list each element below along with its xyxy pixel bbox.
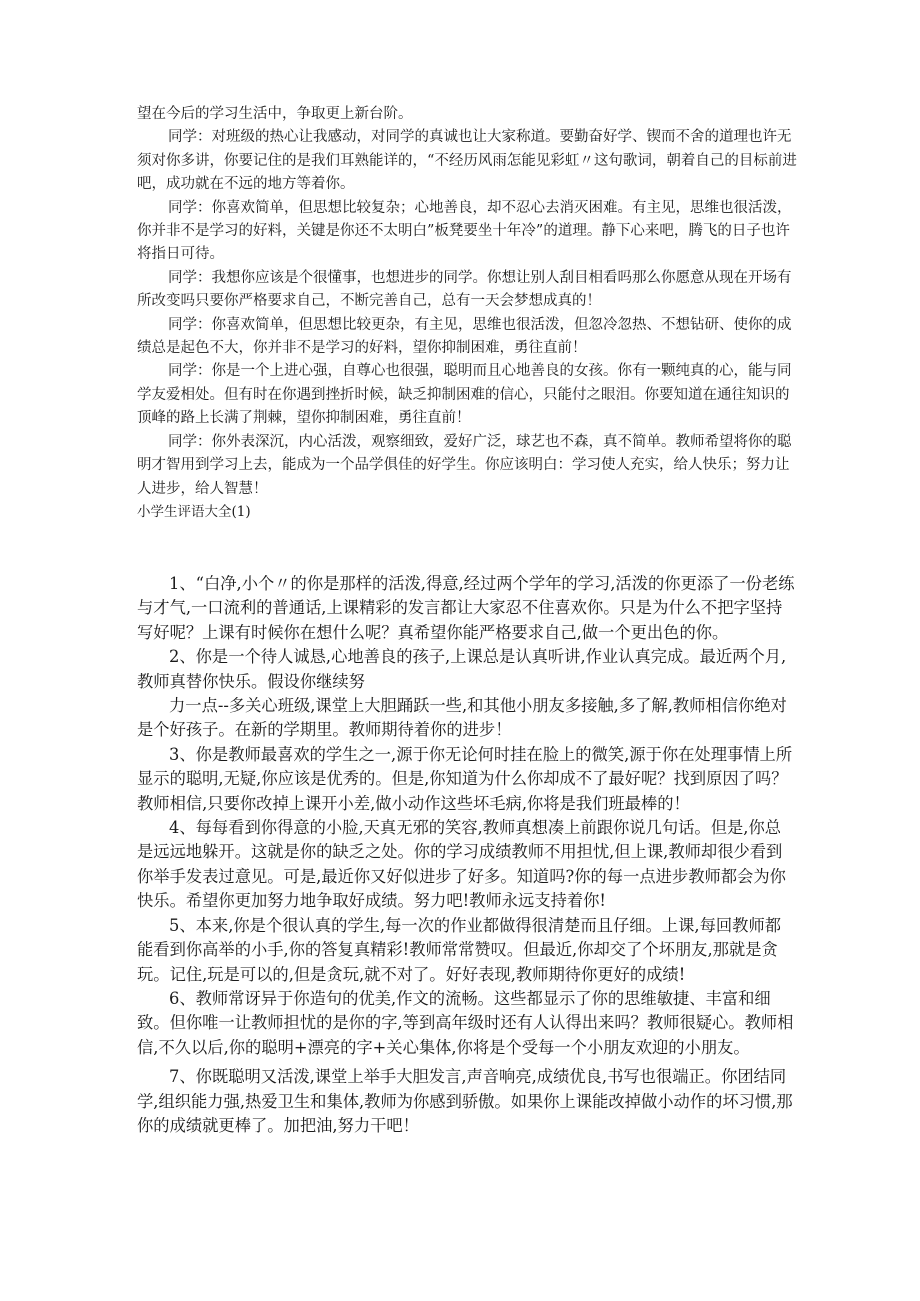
comment-item: 5、本来,你是个很认真的学生,每一次的作业都做得很清楚而且仔细。上课,每回教师都能看到你高举的小手,你的答复真精彩!教师常常赞叹。但最近,你却交了个坏朋友,那就是贪玩。记住,玩是可以的,但是贪玩,就不对了。好好表现,教师期待你更好的成绩! (137, 915, 782, 984)
paragraph: 同学：你喜欢简单，但思想比较复杂；心地善良，却不忍心去消灭困难。有主见，思维也很活泼，你并非不是学习的好料，关键是你还不太明白”板凳要坐十年冷”的道理。静下心来吧，腾飞的日子也许将指日可待。 (137, 199, 792, 263)
comment-item: 4、每每看到你得意的小脸,天真无邪的笑容,教师真想凑上前跟你说几句话。但是,你总是远远地躲开。这就是你的缺乏之处。你的学习成绩教师不用担忧,但上课,教师却很少看到你举手发表过意见。可是,最近你又好似进步了好多。知道吗?你的每一点进步教师都会为你快乐。希望你更加努力地争取好成绩。努力吧!教师永远支持着你! (137, 818, 786, 911)
comment-item: 6、教师常讶异于你造句的优美,作文的流畅。这些都显示了你的思维敏捷、丰富和细致。但你唯一让教师担忧的是你的字,等到高年级时还有人认得出来吗？教师很疑心。教师相信,不久以后,你的聪明+漂亮的字+关心集体,你将是个受每一个小朋友欢迎的小朋友。 (137, 988, 794, 1057)
paragraph: 同学：对班级的热心让我感动，对同学的真诚也让大家称道。要勤奋好学、锲而不舍的道理也许无须对你多讲，你要记住的是我们耳熟能详的，“不经历风雨怎能见彩虹〃这句歌词，朝着自己的目标前进吧，成功就在不远的地方等着你。 (137, 129, 797, 193)
numbered-comments-section (137, 572, 797, 1138)
comment-item: 力一点--多关心班级,课堂上大胆踊跃一些,和其他小朋友多接触,多了解,教师相信你绝对是个好孩子。在新的学期里。教师期待着你的进步！ (137, 696, 787, 740)
paragraph: 同学：你外表深沉，内心活泼，观察细致，爱好广泛，球艺也不森，真不简单。教师希望将你的聪明才智用到学习上去，能成为一个品学俱佳的好学生。你应该明白：学习使人充实，给人快乐；努力让人进步，给人智慧！ (137, 433, 792, 497)
paragraph: 同学：我想你应该是个很懂事，也想进步的同学。你想让别人刮目相看吗那么你愿意从现在开场有所改变吗只要你严格要求自己，不断完善自己，总有一天会梦想成真的！ (137, 269, 792, 310)
teacher-comments-section (137, 103, 797, 524)
comment-item: 2、你是一个待人诚恳,心地善良的孩子,上课总是认真听讲,作业认真完成。最近两个月,教师真替你快乐。假设你继续努 (137, 647, 787, 691)
section-heading: 小学生评语大全(1) (137, 503, 251, 520)
comment-item: 1、“白净,小个〃的你是那样的活泼,得意,经过两个学年的学习,活泼的你更添了一份老练与才气,一口流利的普通话,上课精彩的发言都让大家忍不住喜欢你。只是为什么不把字坚持写好呢？上课有时候你在想什么呢？真希望你能严格要求自己,做一个更出色的你。 (137, 574, 795, 642)
paragraph: 望在今后的学习生活中，争取更上新台阶。 (137, 106, 413, 122)
comment-item: 7、你既聪明又活泼,课堂上举手大胆发言,声音响亮,成绩优良,书写也很端正。你团结同学,组织能力强,热爱卫生和集体,教师为你感到骄傲。如果你上课能改掉做小动作的坏习惯,那你的成绩就更棒了。加把油,努力干吧！ (137, 1067, 793, 1135)
paragraph: 同学：你是一个上进心强，自尊心也很强，聪明而且心地善良的女孩。你有一颗纯真的心，能与同学友爱相处。但有时在你遇到挫折时候，缺乏抑制困难的信心，只能付之眼泪。你要知道在通往知识的顶峰的路上长满了荆棘，望你抑制困难，勇往直前！ (137, 363, 792, 427)
paragraph: 同学：你喜欢简单，但思想比较更杂，有主见，思维也很活泼，但忽冷忽热、不想钻研、使你的成绩总是起色不大，你并非不是学习的好料，望你抑制困难，勇往直前！ (137, 316, 792, 357)
comment-item: 3、你是教师最喜欢的学生之一,源于你无论何时挂在脸上的微笑,源于你在处理事情上所显示的聪明,无疑,你应该是优秀的。但是,你知道为什么你却成不了最好呢？找到原因了吗？教师相信,只要你改掉上课开小差,做小动作这些坏毛病,你将是我们班最棒的！ (137, 744, 793, 813)
